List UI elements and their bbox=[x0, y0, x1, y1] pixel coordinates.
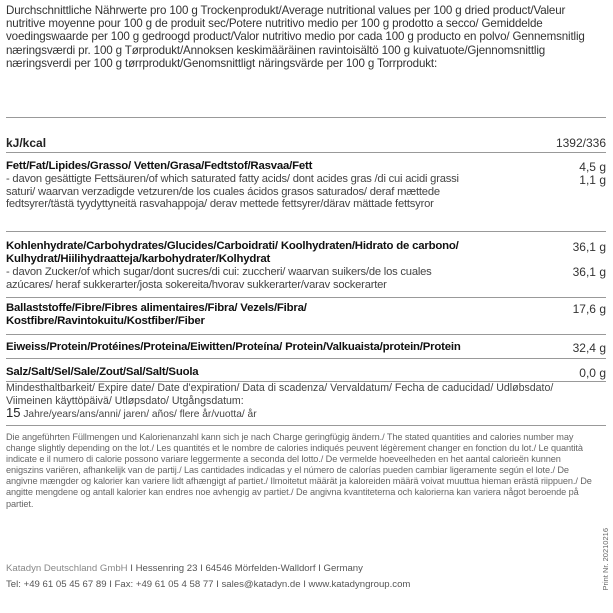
salt-label: Salz/Salt/Sel/Sale/Zout/Sal/Salt/Suola bbox=[6, 366, 199, 378]
disclaimer-text: Die angeführten Füllmengen und Kalorienanzahl kann sich je nach Charge geringfügig ändern./ The stated quantities and calories number may change slightly depending on the lot./ Les quantités et le nombre de calories indiqués peuvent légèrement changer en fonction du lot./ Le quantità indicate e il numero di calorie possono variare leggermente a seconda del lotto./ De vermelde hoeveelheden en het aantal calorieën kunnen enigszins variëren, afhankelijk van de partij./ Las cantidades indicadas y el número de calorías pueden cambiar ligeramente según el lote./ De angivne mængder og kalorier kan variere lidt afhængigt af partiet./ Ilmoitetut määrät ja kaloreiden määrä voivat muuttua hieman erästä riippuen./ De angitte mengdene og antall kalorier kan endres noe avhengig av partiet./ De angivna kvantiteterna och kalorierna kan variera något beroende på partiet. bbox=[6, 432, 592, 509]
fibre-row bbox=[6, 302, 606, 328]
protein-row bbox=[6, 341, 606, 354]
print-number: Print Nr. 20210216 bbox=[601, 528, 610, 591]
salt-row bbox=[6, 366, 606, 379]
fat-row bbox=[6, 160, 606, 211]
salt-value: 0,0 g bbox=[579, 366, 606, 380]
divider bbox=[6, 358, 606, 359]
carbs-label: Kohlenhydrate/Carbohydrates/Glucides/Carboidrati/ Koolhydraten/Hidrato de carbono/ Kulhydrat/Hiilihydraatteja/karbohydrater/Kolhydrat bbox=[6, 240, 459, 265]
address-line bbox=[6, 563, 606, 574]
divider bbox=[6, 117, 606, 118]
expiry-text: Mindesthaltbarkeit/ Expire date/ Date d'expiration/ Data di scadenza/ Vervaldatum/ Fecha de caducidad/ Udløbsdato/ Viimeinen käyttöpäivä/ Utløpsdato/ Utgångsdatum: bbox=[6, 382, 554, 407]
saturated-fat-label: - davon gesättigte Fettsäuren/of which saturated fatty acids/ dont acides gras /di cui acidi grassi saturi/ waarvan verzadigde vetzuren/de los cuales ácidos grasos saturados/ deraf mættede fedtsyrer/tästä tyydyttyneitä rasvahappoja/ derav mettede fettsyrer/därav mättade fettsyror bbox=[6, 173, 459, 211]
fat-label: Fett/Fat/Lipides/Grasso/ Vetten/Grasa/Fedtstof/Rasvaa/Fett bbox=[6, 160, 313, 172]
divider bbox=[6, 231, 606, 232]
shelf-life-number: 15 bbox=[6, 405, 21, 420]
fibre-value: 17,6 g bbox=[572, 302, 606, 316]
sugar-label: - davon Zucker/of which sugar/dont sucres/di cui: zuccheri/ waarvan suikers/de los cuales azúcares/ heraf sukkerarter/josta sokereita/hvorav sukkerarter/varav sockerarter bbox=[6, 266, 432, 291]
protein-value: 32,4 g bbox=[572, 341, 606, 355]
energy-label: kJ/kcal bbox=[6, 136, 47, 150]
carbs-value: 36,1 g bbox=[572, 240, 606, 254]
contact-line: Tel: +49 61 05 45 67 89 I Fax: +49 61 05 4 58 77 I sales@katadyn.de I www.katadyngroup.com bbox=[6, 579, 411, 590]
fibre-label: Ballaststoffe/Fibre/Fibres alimentaires/Fibra/ Vezels/Fibra/ Kostfibre/Ravintokuitu/Kostfiber/Fiber bbox=[6, 302, 307, 327]
carbs-row bbox=[6, 240, 606, 291]
divider bbox=[6, 334, 606, 335]
divider bbox=[6, 297, 606, 298]
shelf-life-unit: Jahre/years/ans/anni/ jaren/ años/ flere år/vuotta/ år bbox=[23, 409, 257, 420]
saturated-fat-value: 1,1 g bbox=[579, 173, 606, 187]
sugar-value: 36,1 g bbox=[572, 265, 606, 279]
divider bbox=[6, 152, 606, 153]
divider bbox=[6, 425, 606, 426]
company-name: Katadyn Deutschland GmbH bbox=[6, 563, 128, 574]
fat-value: 4,5 g bbox=[579, 160, 606, 174]
energy-row bbox=[6, 136, 606, 150]
street-address: I Hessenring 23 I 64546 Mörfelden-Walldorf I Germany bbox=[130, 563, 363, 574]
shelf-life bbox=[6, 405, 606, 420]
intro-text: Durchschnittliche Nährwerte pro 100 g Trockenprodukt/Average nutritional values per 100 g dried product/Valeur nutritive moyenne pour 100 g de produit sec/Potere nutritivo medio per 100 g prodotto a secco/ Gemiddelde voedingswaarde per 100 g gedroogd product/Valor nutritivo medio por cada 100 g producto en polvo/ Gennemsnitlig næringsværdi pr. 100 g Tørprodukt/Annoksen keskimääräinen ravintoisältö 100 g kuivatuote/Gjennomsnittlig næringsverdi per 100 g tørrprodukt/Genomsnittligt näringsvärde per 100 g Torrprodukt: bbox=[6, 4, 585, 70]
protein-label: Eiweiss/Protein/Protéines/Proteina/Eiwitten/Proteína/ Protein/Valkuaista/protein/Protein bbox=[6, 341, 461, 353]
energy-value: 1392/336 bbox=[555, 136, 606, 150]
